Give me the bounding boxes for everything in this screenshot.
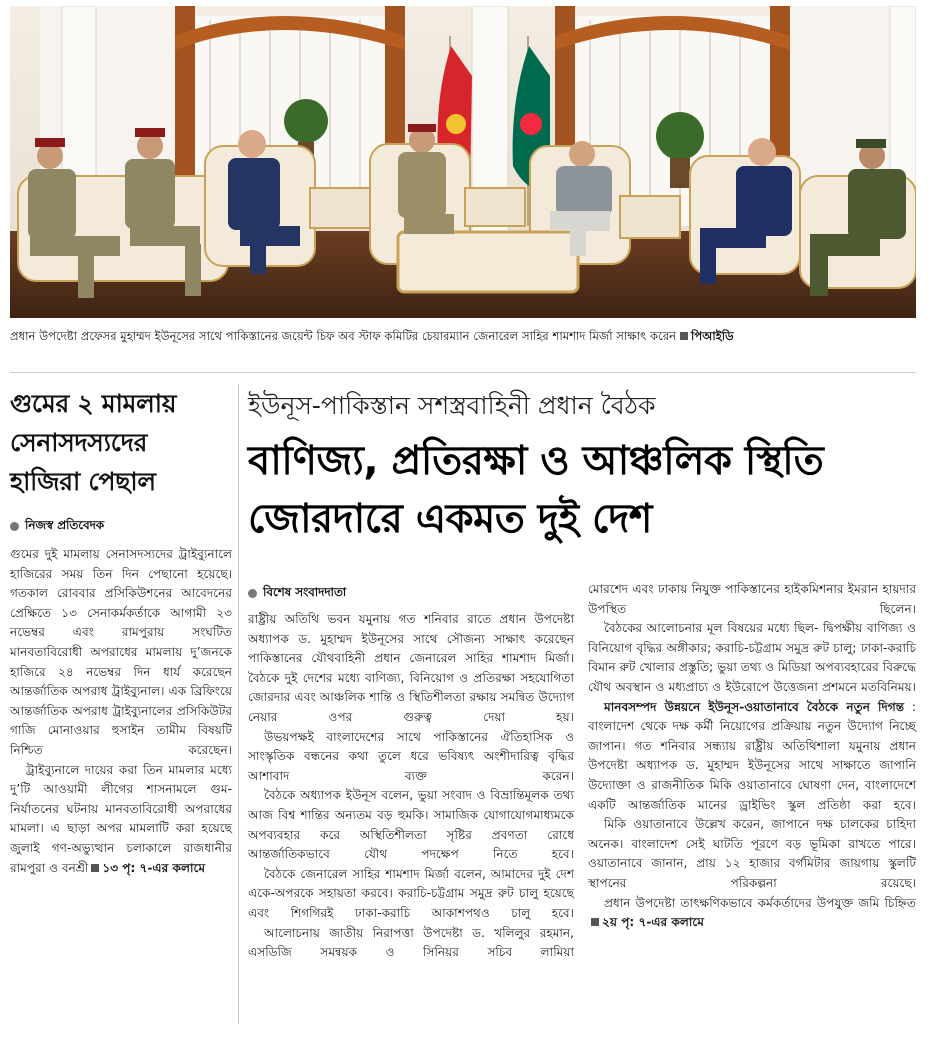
caption-divider xyxy=(10,372,916,373)
side-story xyxy=(10,384,232,878)
main-subhead-body: : বাংলাদেশ থেকে দক্ষ কর্মী নিয়োগের প্রক্রিয়ায় নতুন উদ্যোগ নিচ্ছে জাপান। গত শনিবার সন্ধ্যায় রাষ্ট্রীয় অতিথিশালা যমুনায় প্রধান উপদেষ্টা অধ্যাপক ড. মুহাম্মদ ইউনূসের সাথে সাক্ষাতে জাপানি উদ্যোক্তা ও রাজনীতিক মিকি ওয়াতানাবে ঘোষণা দেন, বাংলাদেশে একটি আন্তর্জাতিক মানের ড্রাইভিং স্কুল প্রতিষ্ঠা করা হবে। xyxy=(588,699,916,812)
main-paragraph-6: মোরশেদ এবং ঢাকায় নিযুক্ত পাকিস্তানের হাইকমিশনার ইমরান হায়দার উপস্থিত ছিলেন। xyxy=(588,582,916,616)
side-paragraph-1: গুমের দুই মামলায় সেনাসদস্যদের ট্রাইব্যুনালে হাজিরের সময় তিন দিন পেছানো হয়েছে। গতকাল রোববার প্রসিকিউশনের আবেদনের প্রেক্ষিতে ১৩ সেনাকর্মকর্তাকে আগামী ২৩ নভেম্বর এবং রামপুরায় সংঘটিত মানবতাবিরোধী অপরাধের মামলায় দু’জনকে হাজিরে ২৪ নভেম্বর দিন ধার্য করেছেন আন্তর্জাতিক অপরাধ ট্রাইব্যুনাল। এক ব্রিফিংয়ে আন্তর্জাতিক অপরাধ ট্রাইব্যুনালের প্রসিকিউটর গাজি মোনাওয়ার হুসাইন তামীম বিষয়টি নিশ্চিত করেছেন। xyxy=(10,547,232,757)
main-paragraph-8: মিকি ওয়াতানাবে উল্লেখ করেন, জাপানে দক্ষ চালকের চাহিদা অনেক। বাংলাদেশ সেই ঘাটতি পূরণে বড় ভূমিকা রাখতে পারে। ওয়াতানাবে জানান, প্রায় ১২ হাজার বর্গমিটার জায়গায় স্কুলটি স্থাপনের পরিকল্পনা রয়েছে। xyxy=(588,817,916,890)
main-subhead-paragraph xyxy=(588,698,916,816)
jump-square-icon xyxy=(591,918,599,926)
side-headline-line-3: হাজিরা পেছাল xyxy=(10,467,156,496)
bullet-icon xyxy=(10,522,19,531)
side-story-body xyxy=(10,545,232,878)
main-paragraph-3: বৈঠকে অধ্যাপক ইউনূস বলেন, ভুয়া সংবাদ ও বিভ্রান্তিমূলক তথ্য আজ বিশ্ব শান্তির অন্যতম বড় হুমকি। সামাজিক যোগাযোগমাধ্যমকে অপব্যবহার করে অস্থিতিশীলতা সৃষ্টির প্রবণতা রোধে আন্তর্জাতিকভাবে যৌথ পদক্ষেপ নিতে হবে। xyxy=(248,788,574,862)
main-paragraph-1: রাষ্ট্রীয় অতিথি ভবন যমুনায় গত শনিবার রাতে প্রধান উপদেষ্টা অধ্যাপক ড. মুহাম্মদ ইউনূসের সাথে সৌজন্য সাক্ষাৎ করেছেন পাকিস্তানের যৌথবাহিনী প্রধান জেনারেল সাহির শামশাদ মির্জা। বৈঠকে দুই দেশের মধ্যে বাণিজ্য, বিনিয়োগ ও প্রতিরক্ষা সহযোগিতা জোরদার এবং আঞ্চলিক শান্তি ও স্থিতিশীলতা রক্ষায় সমন্বিত উদ্যোগ নেয়ার ওপর গুরুত্ব দেয়া হয়। xyxy=(248,612,574,724)
main-headline-line-1: বাণিজ্য, প্রতিরক্ষা ও আঞ্চলিক স্থিতি xyxy=(248,438,824,484)
news-photo xyxy=(10,6,916,318)
photo-meeting-scene-icon xyxy=(10,6,916,318)
main-paragraph-9-text: প্রধান উপদেষ্টা তাৎক্ষণিকভাবে কর্মকর্তাদের উপযুক্ত জমি চিহ্নিত xyxy=(604,895,916,910)
side-byline-text: নিজস্ব প্রতিবেদক xyxy=(25,518,105,532)
bullet-icon xyxy=(248,589,257,598)
main-story-jump[interactable]: ২য় পৃ: ৭-এর কলামে xyxy=(602,915,704,930)
main-paragraph-2: উভয়পক্ষই বাংলাদেশের সাথে পাকিস্তানের ঐতিহাসিক ও সাংস্কৃতিক বন্ধনের কথা তুলে ধরে ভবিষ্যৎ অংশীদারিত্ব বৃদ্ধির আশাবাদ ব্যক্ত করেন। xyxy=(248,729,574,783)
main-story-body-1 xyxy=(248,610,574,963)
main-paragraph-9 xyxy=(588,894,916,933)
main-story-byline xyxy=(248,584,574,602)
side-story-jump[interactable]: ১৩ পৃ: ৭-এর কলামে xyxy=(102,860,206,875)
main-paragraph-5: আলোচনায় জাতীয় নিরাপত্তা উপদেষ্টা ড. খলিলুর রহমান, এসডিজি সমন্বয়ক ও সিনিয়র সচিব লামিয়া xyxy=(248,925,574,960)
main-headline-line-2: জোরদারে একমত দুই দেশ xyxy=(248,496,652,542)
main-story-kicker: ইউনূস-পাকিস্তান সশস্ত্রবাহিনী প্রধান বৈঠক xyxy=(248,391,656,420)
main-paragraph-4: বৈঠকে জেনারেল সাহির শামশাদ মির্জা বলেন, আমাদের দুই দেশ একে-অপরকে সহায়তা করবে। করাচি-চট্টগ্রাম সমুদ্র রুট চালু হয়েছে এবং শিগগিরই ঢাকা-করাচি আকাশপথও চালু হবে। xyxy=(248,866,574,920)
side-story-byline xyxy=(10,517,232,535)
caption-text: প্রধান উপদেষ্টা প্রফেসর মুহাম্মদ ইউনূসের সাথে পাকিস্তানের জয়েন্ট চিফ অব স্টাফ কমিটির চেয়ারম্যান জেনারেল সাহির শামশাদ মির্জা সাক্ষাৎ করেন xyxy=(10,329,677,343)
main-subhead: মানবসম্পদ উন্নয়নে ইউনূস-ওয়াতানাবে বৈঠকে নতুন দিগন্ত xyxy=(604,699,905,714)
side-paragraph-2-text: ট্রাইব্যুনালে দায়ের করা তিন মামলার মধ্যে দু’টি আওয়ামী লীগের শাসনামলে গুম-নির্যাতনের ঘটনায় মানবতাবিরোধী অপরাধের মামলা। এ ছাড়া অপর মামলাটি করা হয়েছে জুলাই গণ-অভ্যুত্থান চলাকালে রাজধানীর রামপুরা ও বনশ্রী xyxy=(10,762,232,875)
jump-square-icon xyxy=(91,864,99,872)
main-byline-text: বিশেষ সংবাদদাতা xyxy=(263,585,347,599)
side-paragraph-2 xyxy=(10,761,232,879)
main-story-body-2 xyxy=(588,580,916,933)
column-divider xyxy=(238,384,239,1024)
side-headline-line-1: গুমের ২ মামলায় xyxy=(10,389,177,418)
main-story-column-2 xyxy=(588,580,916,933)
side-headline-line-2: সেনাসদস্যদের xyxy=(10,428,148,457)
main-story-column-1 xyxy=(248,584,574,963)
main-story-headline xyxy=(248,432,916,548)
main-paragraph-7: বৈঠকের আলোচনার মূল বিষয়ের মধ্যে ছিল- দ্বিপক্ষীয় বাণিজ্য ও বিনিয়োগ বৃদ্ধির অঙ্গীকার; করাচি-চট্টগ্রাম সমুদ্র রুট চালু; ঢাকা-করাচি বিমান রুট খোলার প্রস্তুতি; ভুয়া তথ্য ও মিডিয়া অপব্যবহারের বিরুদ্ধে যৌথ অবস্থান ও মধ্যপ্রাচ্য ও ইউরোপে উত্তেজনা প্রশমনে মতবিনিময়। xyxy=(588,621,916,694)
credit-square-icon xyxy=(680,332,688,340)
photo-caption xyxy=(10,327,916,346)
photo-credit: পিআইডি xyxy=(691,329,734,343)
side-story-headline xyxy=(10,384,232,501)
